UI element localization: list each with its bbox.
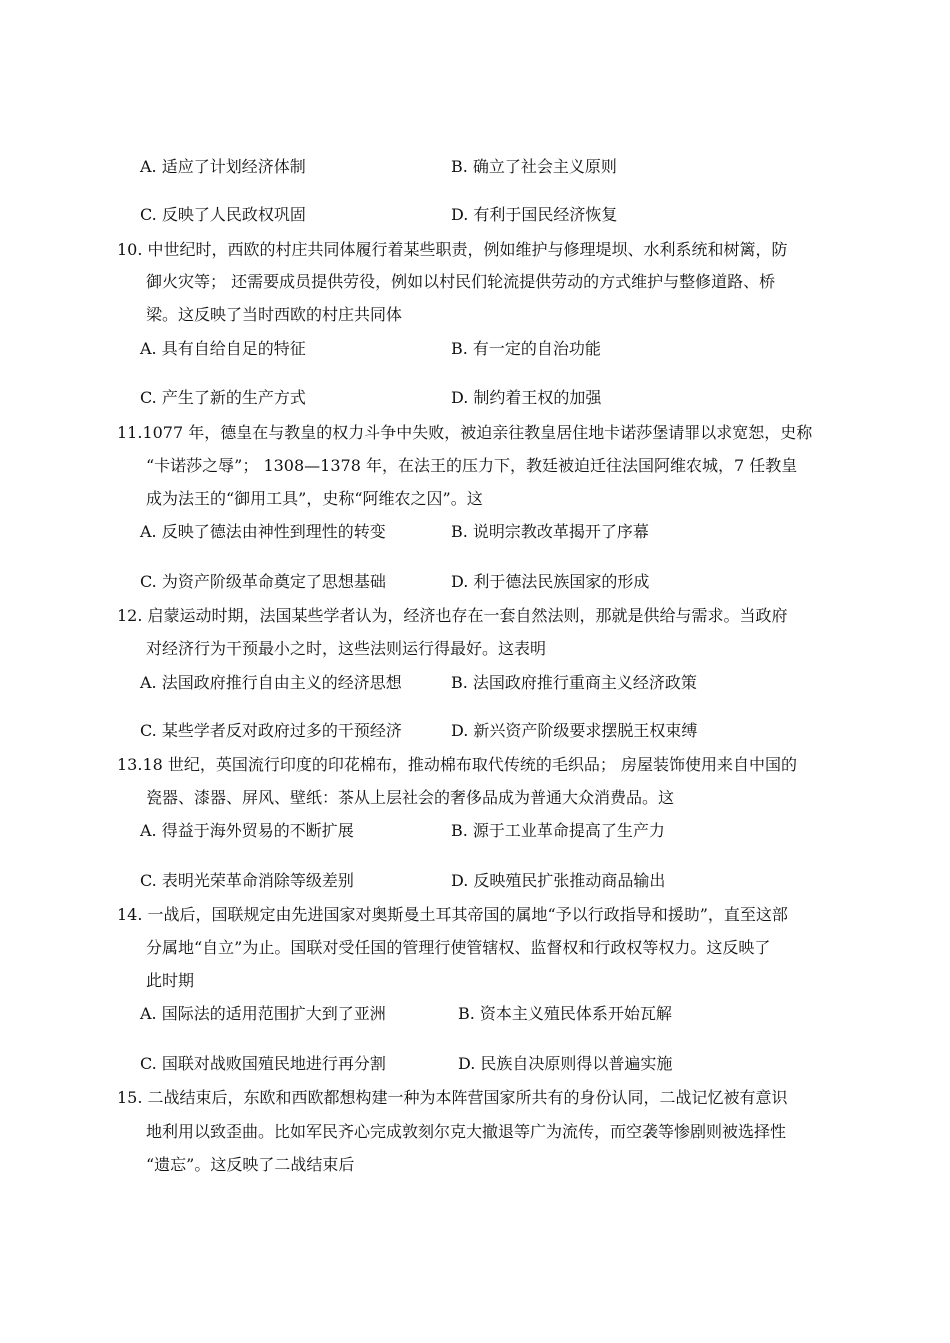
q10-stem-line-3: 梁。这反映了当时西欧的村庄共同体 [146,305,403,324]
q11-stem-line-2: “卡诺莎之辱”； 1308—1378 年，在法王的压力下，教廷被迫迁往法国阿维农城，7 任教皇 [146,456,798,475]
q11-option-b: B. 说明宗教改革揭开了序幕 [451,522,649,541]
q15-stem-line-2: 地利用以致歪曲。比如军民齐心完成敦刻尔克大撤退等广为流传，而空袭等惨剧则被选择性 [146,1122,787,1141]
q15-stem-line-3: “遗忘”。这反映了二战结束后 [146,1155,355,1174]
q12-option-d: D. 新兴资产阶级要求摆脱王权束缚 [451,721,698,740]
q14-option-c: C. 国联对战败国殖民地进行再分割 [140,1054,386,1073]
q12-option-b: B. 法国政府推行重商主义经济政策 [451,673,697,692]
q12-stem-line-2: 对经济行为干预最小之时，这些法则运行得最好。这表明 [146,639,547,658]
q9-option-b: B. 确立了社会主义原则 [451,157,617,176]
q13-option-a: A. 得益于海外贸易的不断扩展 [140,821,354,840]
q15-stem-line-1: 15. 二战结束后，东欧和西欧都想构建一种为本阵营国家所共有的身份认同，二战记忆被有意识 [117,1088,788,1107]
q10-stem-line-1: 10. 中世纪时，西欧的村庄共同体履行着某些职责，例如维护与修理堤坝、水利系统和树篱，防 [117,240,788,259]
q13-option-b: B. 源于工业革命提高了生产力 [451,821,665,840]
q14-option-b: B. 资本主义殖民体系开始瓦解 [458,1004,672,1023]
q14-stem-line-3: 此时期 [146,971,195,990]
q11-option-c: C. 为资产阶级革命奠定了思想基础 [140,572,386,591]
q13-stem-line-2: 瓷器、漆器、屏风、壁纸：茶从上层社会的奢侈品成为普通大众消费品。这 [146,788,675,807]
q11-stem-line-3: 成为法王的“御用工具”，史称“阿维农之囚”。这 [146,489,483,508]
q14-stem-line-2: 分属地“自立”为止。国联对受任国的管理行使管辖权、监督权和行政权等权力。这反映了 [146,938,771,957]
q13-option-d: D. 反映殖民扩张推动商品输出 [451,871,666,890]
q9-option-a: A. 适应了计划经济体制 [140,157,306,176]
q11-option-d: D. 利于德法民族国家的形成 [451,572,650,591]
q11-option-a: A. 反映了德法由神性到理性的转变 [140,522,386,541]
q10-option-b: B. 有一定的自治功能 [451,339,601,358]
q9-option-c: C. 反映了人民政权巩固 [140,205,306,224]
q10-stem-line-2: 御火灾等； 还需要成员提供劳役，例如以村民们轮流提供劳动的方式维护与整修道路、桥 [146,272,776,291]
q14-option-a: A. 国际法的适用范围扩大到了亚洲 [140,1004,386,1023]
q10-option-c: C. 产生了新的生产方式 [140,388,306,407]
q10-option-a: A. 具有自给自足的特征 [140,339,306,358]
q14-stem-line-1: 14. 一战后，国联规定由先进国家对奥斯曼土耳其帝国的属地“予以行政指导和援助”，直至这部 [117,905,788,924]
q13-stem-line-1: 13.18 世纪，英国流行印度的印花棉布，推动棉布取代传统的毛织品； 房屋装饰使用来自中国的 [117,755,797,774]
q13-option-c: C. 表明光荣革命消除等级差别 [140,871,354,890]
q12-option-a: A. 法国政府推行自由主义的经济思想 [140,673,402,692]
q12-stem-line-1: 12. 启蒙运动时期，法国某些学者认为，经济也存在一套自然法则，那就是供给与需求。当政府 [117,606,788,625]
q9-option-d: D. 有利于国民经济恢复 [451,205,618,224]
q12-option-c: C. 某些学者反对政府过多的干预经济 [140,721,402,740]
q11-stem-line-1: 11.1077 年，德皇在与教皇的权力斗争中失败，被迫亲往教皇居住地卡诺莎堡请罪以求宽恕，史称 [117,423,813,442]
q14-option-d: D. 民族自决原则得以普遍实施 [458,1054,673,1073]
q10-option-d: D. 制约着王权的加强 [451,388,602,407]
